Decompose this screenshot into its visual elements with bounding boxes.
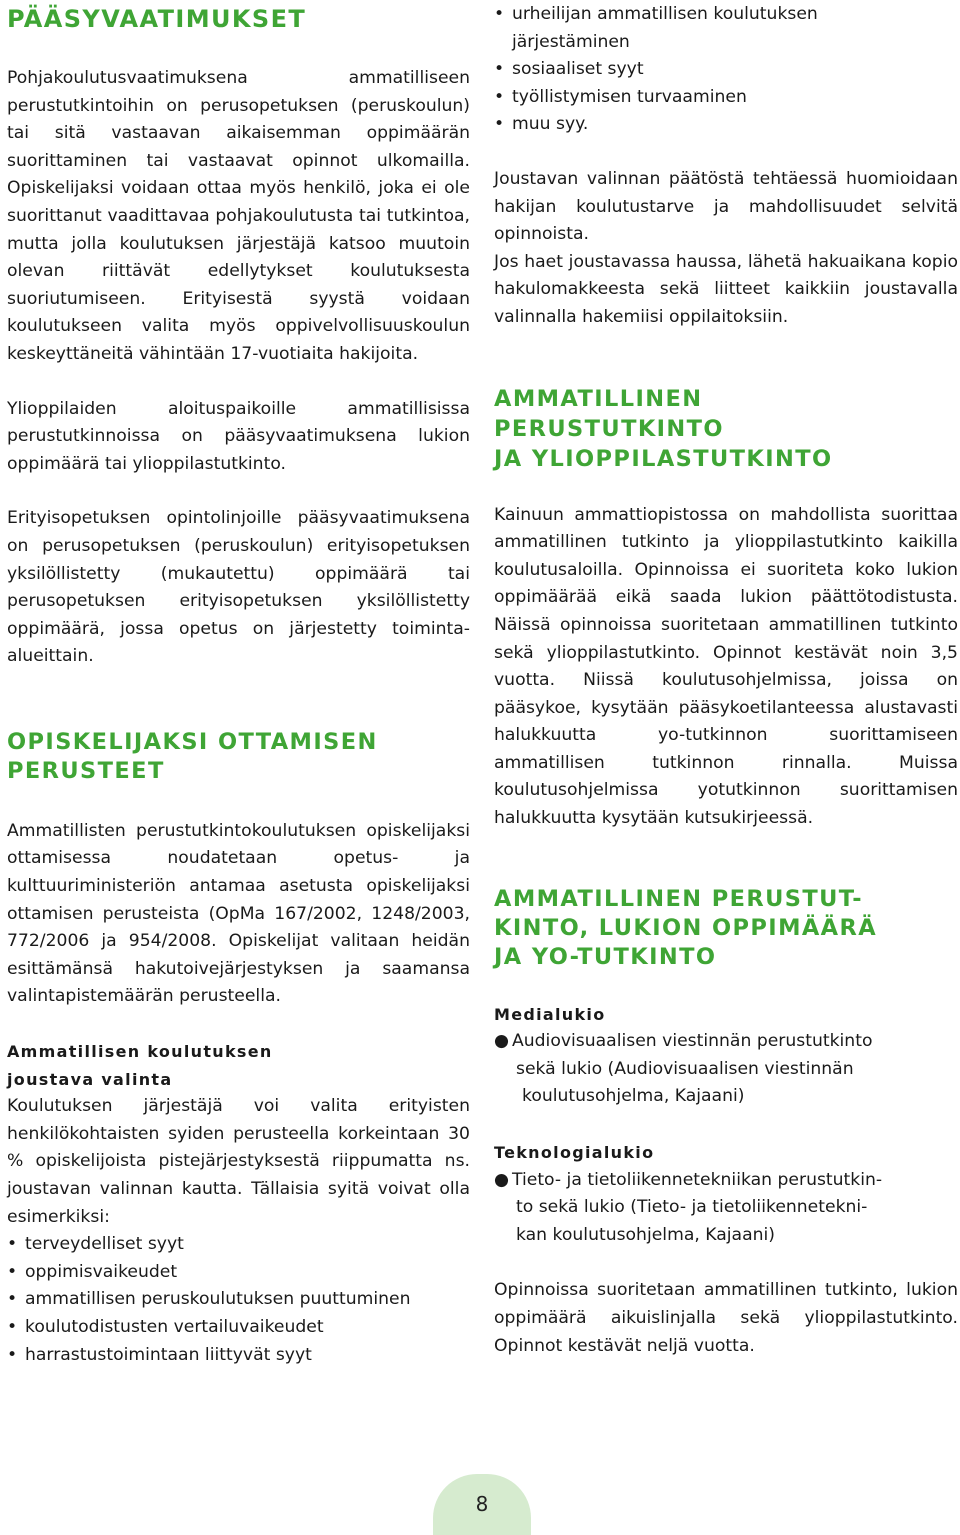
bullet-icon: ● — [494, 1031, 509, 1052]
section-title-ammatillinen-yo — [494, 384, 958, 474]
heading-line: Ammatillisen koulutuksen — [7, 1042, 273, 1062]
list-line: to sekä lukio (Tieto- ja tietoliikennetekni- — [516, 1197, 868, 1218]
paragraph-haku: Jos haet joustavassa haussa, lähetä hakuaikana kopio hakulomakkeesta sekä liitteet kaikkiin joustavalla valinnalla hakemiisi oppilaitoksiin. — [494, 251, 958, 327]
list-item: • urheilijan ammatillisen koulutuksen järjestäminen — [494, 1, 958, 56]
right-column — [494, 0, 958, 1360]
page-number: 8 — [433, 1474, 531, 1535]
paragraph-aikuislinja: Opinnoissa suoritetaan ammatillinen tutkinto, lukion oppimäärä aikuislinjalla sekä ylioppilastutkinto. Opinnot kestävät neljä vuotta. — [494, 1280, 958, 1356]
list-line: koulutusohjelma, Kajaani) — [522, 1086, 745, 1107]
reasons-list-continued — [494, 1, 958, 139]
section-title-paasyvaatimukset: PÄÄSYVAATIMUKSET — [7, 5, 307, 33]
paragraph-erityisopetus: Erityisopetuksen opintolinjoille pääsyvaatimuksena on perusopetuksen (peruskoulun) erityisopetuksen yksilöllistetty (mukautettu) oppimäärä tai perusopetuksen erityisopetuksen yksilöllistetty oppimäärä, jossa opetus on järjestetty toiminta-alueittain. — [7, 508, 470, 667]
subsection-title-teknologialukio: Teknologialukio — [494, 1143, 655, 1163]
list-line: sekä lukio (Audiovisuaalisen viestinnän — [516, 1058, 854, 1079]
list-item: • ammatillisen peruskoulutuksen puuttuminen — [7, 1286, 470, 1314]
heading-line: JA YO-TUTKINTO — [494, 943, 717, 970]
section-title-lukion-oppimaara — [494, 885, 958, 972]
paragraph-valintaperusteet: Ammatillisten perustutkintokoulutuksen opiskelijaksi ottamisessa noudatetaan opetus- ja kulttuuriministeriön antamaa asetusta opiskelijaksi ottamisen perusteista (OpMa 167/2002, 1248/2003, 772/2006 ja 954/2008. Opiskelijat valitaan heidän esittämänsä hakutoivejärjestyksen ja saamansa valintapistemäärän perusteella. — [7, 820, 470, 1007]
heading-line: PERUSTEET — [7, 757, 165, 784]
list-line: kan koulutusohjelma, Kajaani) — [516, 1224, 775, 1245]
heading-line: joustava valinta — [7, 1069, 173, 1089]
heading-line: JA YLIOPPILASTUTKINTO — [494, 445, 833, 472]
list-item: • muu syy. — [494, 111, 958, 139]
paragraph-kainuu: Kainuun ammattiopistossa on mahdollista suorittaa ammatillinen tutkinto ja ylioppilastutkinto kaikilla koulutusaloilla. Opinnoissa ei suoriteta koko lukion oppimäärää eikä saada lukion päättötodistusta. Näissä opinnoissa suoritetaan ammatillinen tutkinto sekä ylioppilastutkinto. Opinnot kestävät noin 3,5 vuotta. Niissä koulutusohjelmissa, joissa on pääsykoe, kysytään pääsykoetilanteessa alustavasti halukkuutta yo-tutkinnon suorittamiseen ammatillisen tutkinnon rinnalla. Muissa koulutusohjelmissa yotutkinnon suorittamisen halukkuutta kysytään kutsukirjeessä. — [494, 504, 958, 829]
heading-line: OPISKELIJAKSI OTTAMISEN — [7, 728, 378, 755]
list-item: • sosiaaliset syyt — [494, 56, 958, 84]
heading-line: PERUSTUTKINTO — [494, 415, 724, 442]
heading-line: AMMATILLINEN PERUSTUT- — [494, 885, 863, 912]
paragraph-ylioppilaat: Ylioppilaiden aloituspaikoille ammatillisissa perustutkinnoissa on pääsyvaatimuksena lukion oppimäärä tai ylioppilastutkinto. — [7, 398, 470, 474]
list-item: • työllistymisen turvaaminen — [494, 84, 958, 112]
list-item: • harrastustoimintaan liittyvät syyt — [7, 1342, 470, 1370]
heading-line: KINTO, LUKION OPPIMÄÄRÄ — [494, 914, 878, 941]
paragraph-paatos: Joustavan valinnan päätöstä tehtäessä huomioidaan hakijan koulutustarve ja mahdollisuudet selvitä opinnoista. — [494, 168, 958, 245]
list-item-teknologialukio — [494, 1167, 958, 1250]
list-item: • terveydelliset syyt — [7, 1231, 470, 1259]
list-item: • koulutodistusten vertailuvaikeudet — [7, 1314, 470, 1342]
paragraph-joustava-valinta: Koulutuksen järjestäjä voi valita erityisten henkilökohtaisten syiden perusteella korkeintaan 30 % opiskelijoista pistejärjestyksestä riippumatta ns. joustavan valinnan kautta. Tällaisia syitä voivat olla esimerkiksi: — [7, 1096, 470, 1227]
section-title-opiskelijaksi — [7, 728, 470, 786]
list-item-medialukio — [494, 1028, 958, 1111]
bullet-icon: ● — [494, 1169, 509, 1190]
subsection-title-joustava-valinta — [7, 1038, 470, 1093]
left-column — [7, 0, 470, 1369]
heading-line: AMMATILLINEN — [494, 385, 703, 412]
list-line: Tieto- ja tietoliikennetekniikan perustutkin- — [512, 1169, 883, 1190]
list-line: Audiovisuaalisen viestinnän perustutkinto — [512, 1031, 873, 1052]
list-item: • oppimisvaikeudet — [7, 1259, 470, 1287]
subsection-title-medialukio: Medialukio — [494, 1004, 606, 1024]
reasons-list — [7, 1231, 470, 1369]
paragraph-pohjakoulutus: Pohjakoulutusvaatimuksena ammatilliseen perustutkintoihin on perusopetuksen (peruskoulun) tai sitä vastaavan aikaisemman oppimäärän suorittaminen tai vastaavat opinnot ulkomailla. Opiskelijaksi voidaan ottaa myös henkilö, joka ei ole suorittanut vaadittavaa pohjakoulutusta tai tutkintoa, mutta jolla koulutuksen järjestäjä katsoo muutoin olevan riittävät edellytykset koulutuksesta suoriutumiseen. Erityisestä syystä voidaan koulutukseen valita myös oppivelvollisuuskoulun keskeyttäneitä vähintään 17-vuotiaita hakijoita. — [7, 68, 470, 364]
